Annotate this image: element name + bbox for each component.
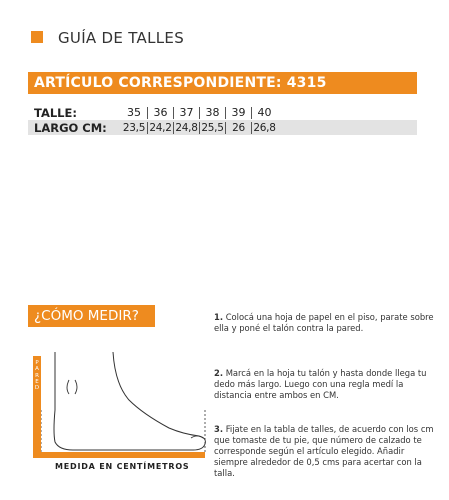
article-banner: ARTÍCULO CORRESPONDIENTE: 4315 — [28, 72, 417, 94]
foot-outline — [54, 352, 205, 450]
wall-label: P A R E D — [34, 360, 40, 392]
page-title: GUÍA DE TALLES — [58, 29, 185, 47]
step-2 — [214, 368, 439, 401]
length-cell: 26 — [225, 122, 251, 134]
how-to-measure-banner: ¿CÓMO MEDIR? — [28, 305, 155, 327]
measure-label: MEDIDA EN CENTÍMETROS — [55, 462, 190, 471]
length-cell: 24,8 — [173, 122, 199, 134]
length-cell: 26,8 — [251, 122, 277, 134]
length-row — [28, 120, 417, 135]
length-cell: 23,5 — [122, 121, 146, 134]
step-number: 3. — [214, 424, 224, 434]
size-table — [28, 105, 417, 135]
size-row-label: TALLE: — [34, 105, 77, 120]
size-cell: 39 — [225, 107, 251, 119]
step-text: Colocá una hoja de papel en el piso, parate sobre ella y poné el talón contra la pared. — [214, 312, 434, 333]
size-cell: 35 — [127, 105, 141, 119]
size-row — [28, 105, 417, 120]
step-text: Marcá en la hoja tu talón y hasta donde llega tu dedo más largo. Luego con una regla medí la distancia entre ambos en CM. — [214, 368, 427, 400]
header-accent-square — [31, 31, 43, 43]
size-cell: 37 — [173, 107, 199, 119]
step-3 — [214, 424, 439, 479]
foot-illustration — [33, 350, 213, 454]
length-cell: 24,2 — [147, 122, 173, 134]
step-text: Fijate en la tabla de talles, de acuerdo con los cm que tomaste de tu pie, que número de calzado te corresponde según el artículo elegido. Añadir siempre alrededor de 0,5 cms para acertar con la talla. — [214, 424, 434, 478]
floor-bar — [33, 452, 205, 458]
length-row-label: LARGO CM: — [34, 120, 107, 135]
size-cell: 40 — [251, 107, 277, 119]
step-number: 2. — [214, 368, 224, 378]
step-number: 1. — [214, 312, 224, 322]
size-cell: 36 — [147, 107, 173, 119]
size-cell: 38 — [199, 107, 225, 119]
step-1 — [214, 312, 439, 334]
length-cell: 25,5 — [199, 122, 225, 134]
